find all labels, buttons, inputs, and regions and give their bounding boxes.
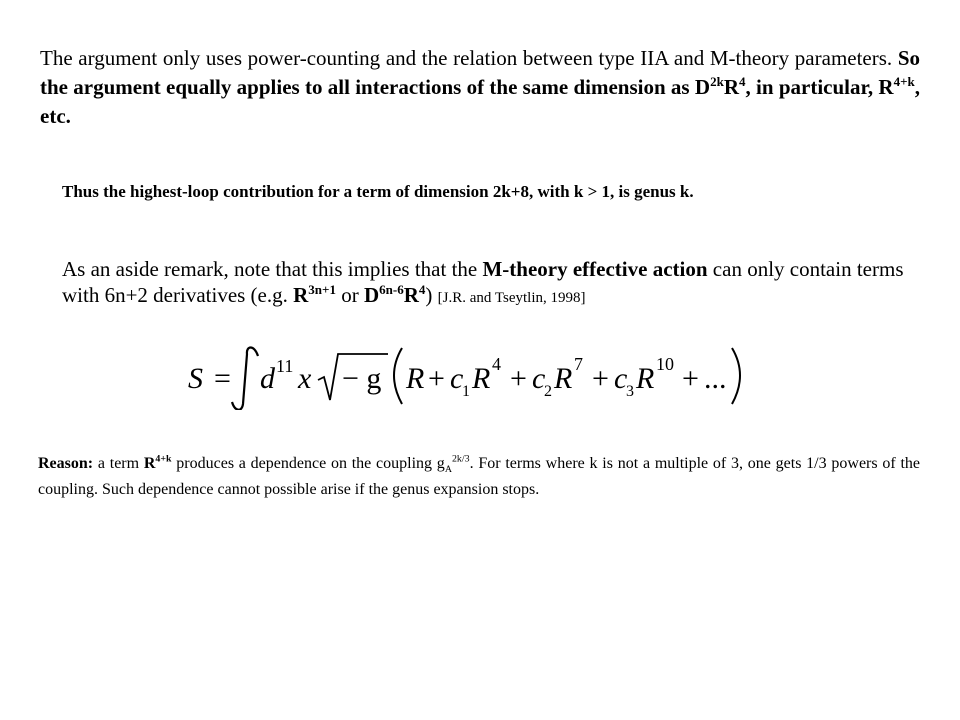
formula-s: S (188, 362, 203, 395)
formula-equals: = (214, 362, 231, 395)
formula-r10: R (636, 362, 655, 395)
formula-c1-subscript: 1 (462, 383, 470, 400)
paragraph-reason: Reason: a term $R^{4+k}$ produces a dependence on the coupling $g_A^{2k/3}$. For terms where k is not a multiple of 3, one gets 1/3 powers of the coupling. Such dependence cannot possible arise if the genus expansion stops. (38, 453, 921, 498)
text-m-theory-action: M-theory effective action (482, 257, 708, 281)
formula-minus-g: − g (342, 362, 382, 395)
formula-r4-exponent: 4 (492, 354, 501, 374)
formula-r: R (406, 362, 425, 395)
effective-action-formula (180, 340, 760, 410)
formula-c1: c (450, 362, 464, 395)
formula-plus-1: + (428, 362, 445, 395)
formula-ellipsis: ... (704, 362, 727, 395)
formula-plus-4: + (682, 362, 699, 395)
text-r-4k: $R^{4+k}$ (143, 453, 172, 472)
text-power-counting: The argument only uses power-counting and the relation between type IIA and M-theory parameters. (40, 46, 898, 70)
formula-r4: R (472, 362, 491, 395)
formula-r7: R (554, 362, 573, 395)
formula-plus-3: + (592, 362, 609, 395)
integral-sign (232, 348, 258, 410)
formula-c3: c (614, 362, 628, 395)
paragraph-power-counting (40, 44, 920, 131)
left-paren (394, 348, 402, 404)
formula-c2: c (532, 362, 546, 395)
reason-label: Reason: (38, 455, 94, 472)
formula-c2-subscript: 2 (544, 383, 552, 400)
formula-c3-subscript: 3 (626, 383, 634, 400)
right-paren (732, 348, 740, 404)
text-r-term: $R^{3n+1}$ (293, 282, 336, 307)
paragraph-highest-loop: Thus the highest-loop contribution for a term of dimension 2k+8, with k > 1, is genus k. (62, 182, 694, 201)
paragraph-aside-remark: As an aside remark, note that this implies that the M-theory effective action can only contain terms with 6n+2 derivatives (e.g. $R^{3n+1}$ or $D^{6n-6}R^4$) [J.R. and Tseytlin, 1998] (62, 257, 904, 307)
text-d-term: $D^{6n-6}R^4$ (363, 282, 426, 307)
formula-x: x (298, 362, 312, 395)
text-argument-applies: So the argument equally applies to all interactions of the same dimension as $D^{2k}R^4$, in particular, $R^{4+k}$, etc. (40, 46, 921, 128)
citation: [J.R. and Tseytlin, 1998] (437, 290, 586, 306)
formula-r10-exponent: 10 (656, 354, 674, 374)
formula-r7-exponent: 7 (574, 354, 583, 374)
formula-plus-2: + (510, 362, 527, 395)
formula-d: d (260, 362, 275, 395)
formula-d-exponent: 11 (276, 356, 294, 376)
